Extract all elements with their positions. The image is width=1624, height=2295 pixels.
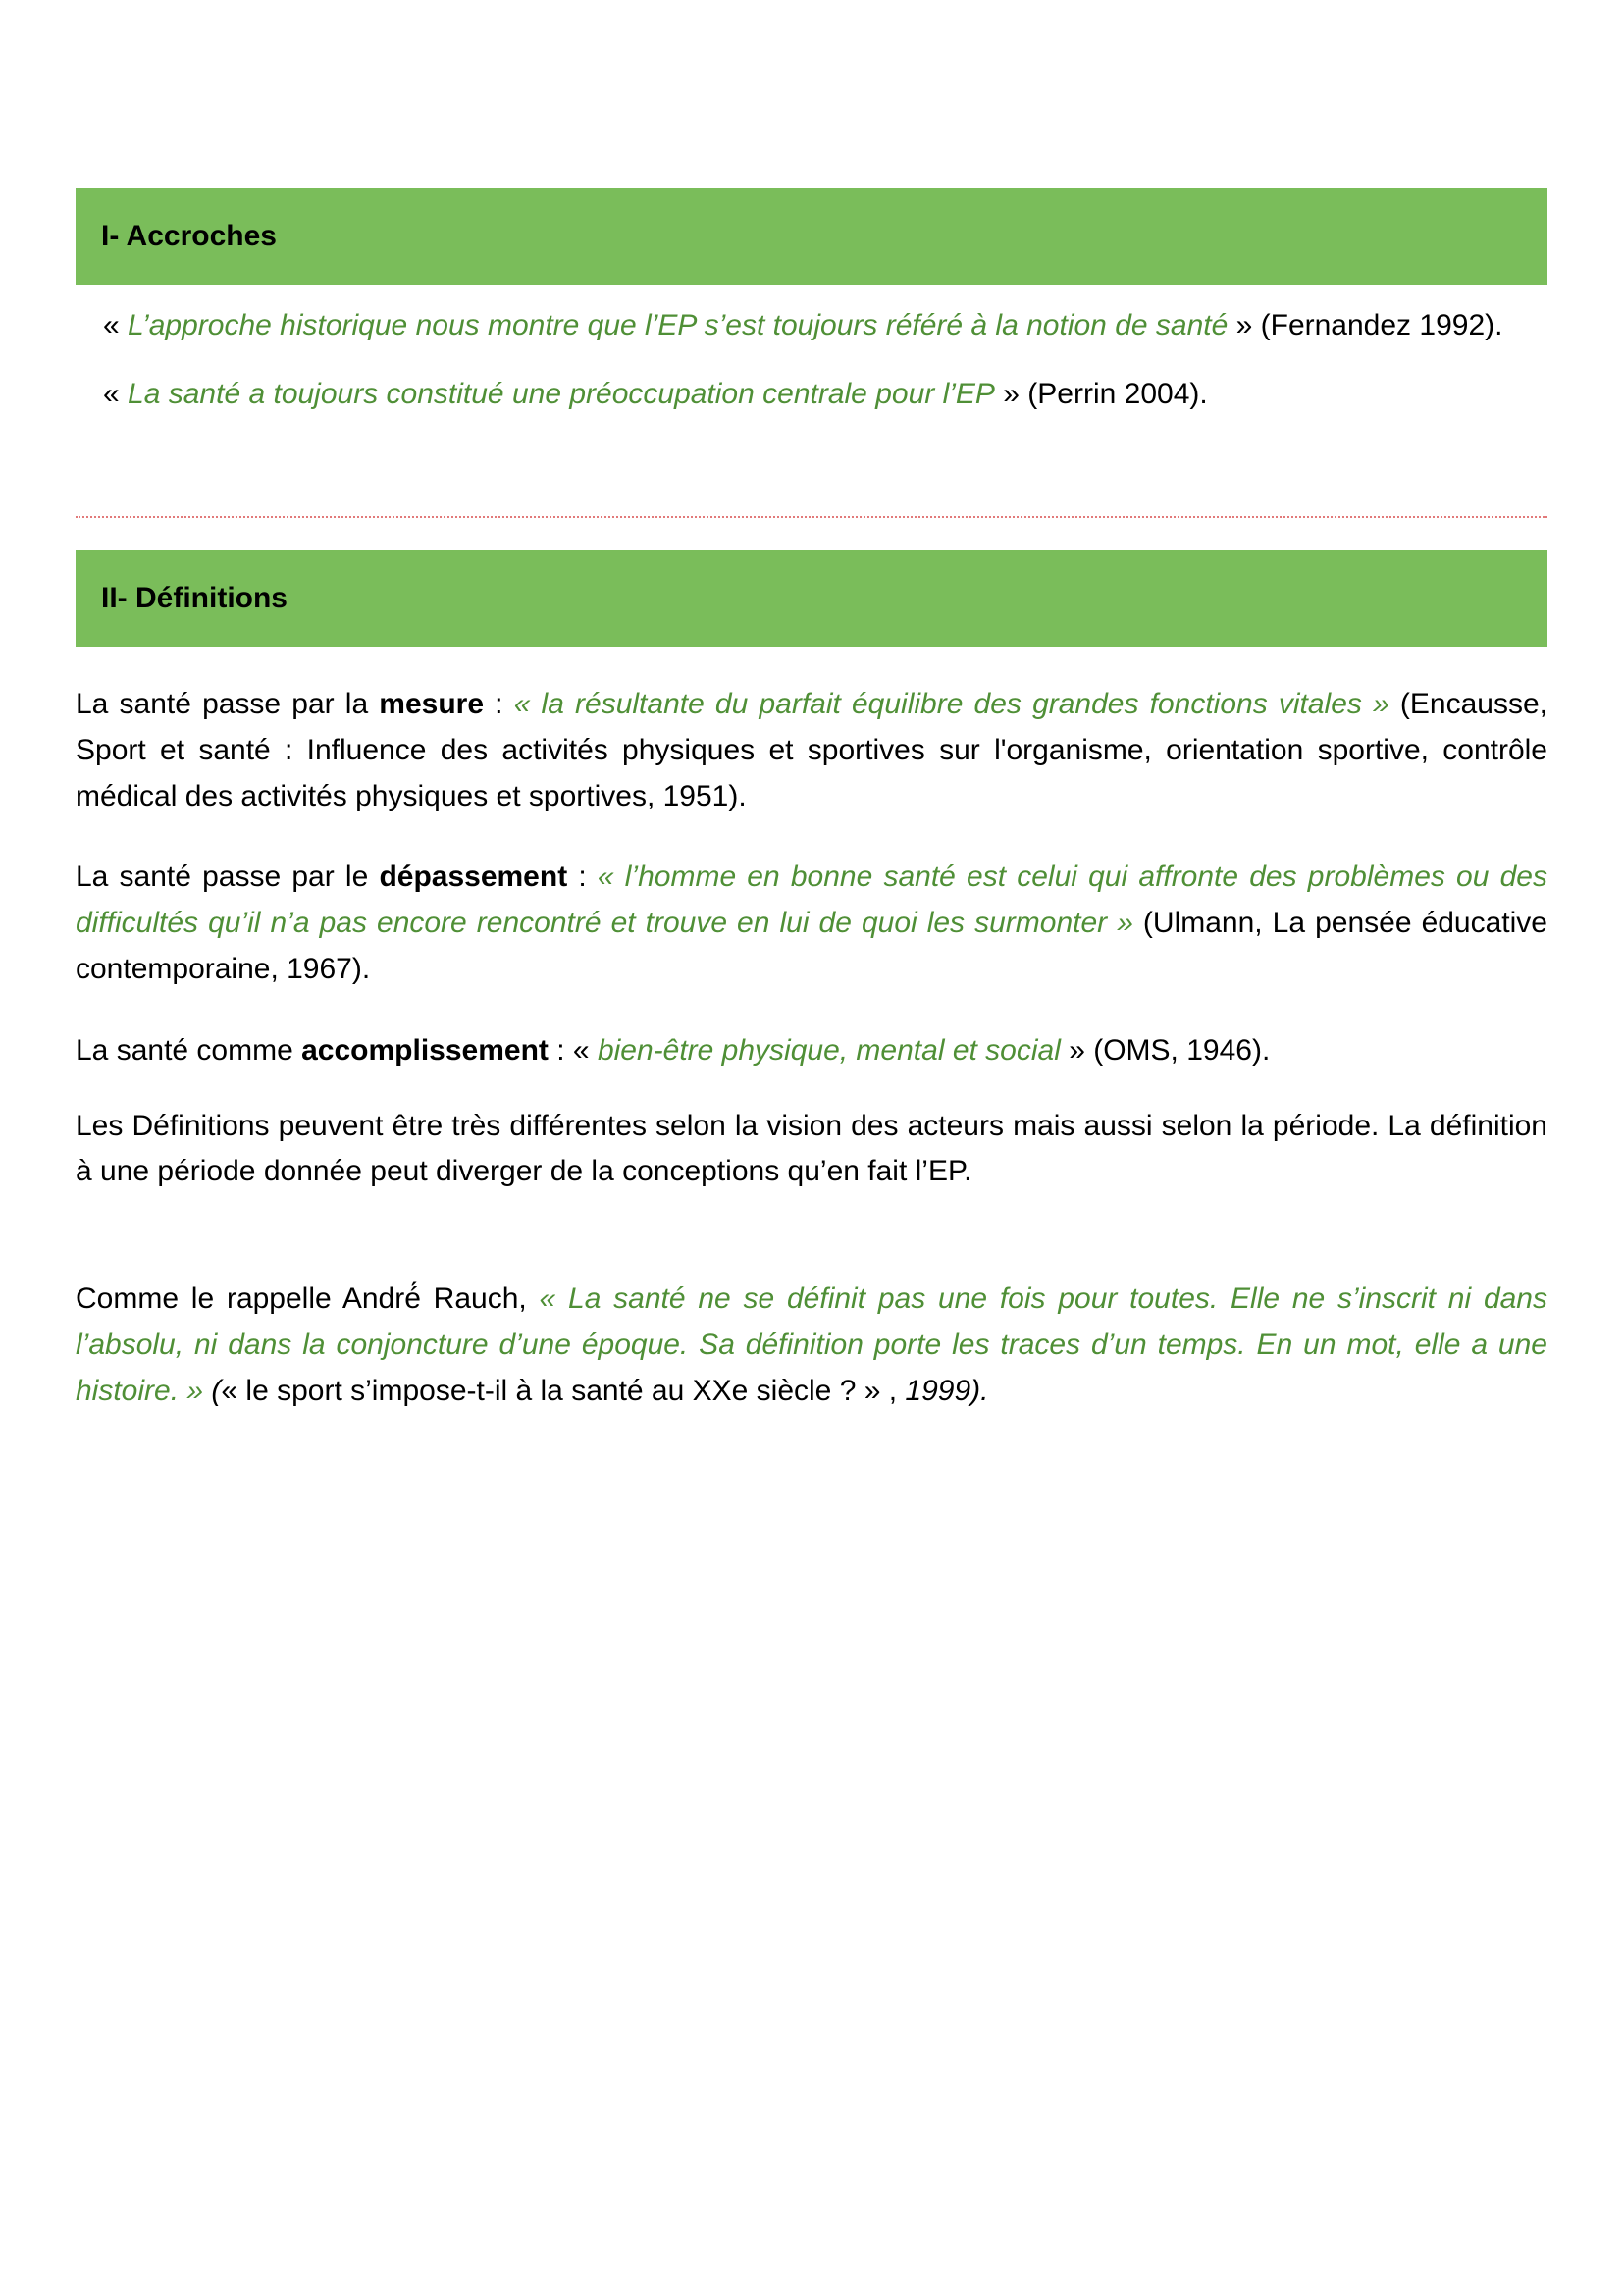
definitions-remark: Les Définitions peuvent être très différentes selon la vision des acteurs mais aussi selon la période. La définition à une période donnée peut diverger de la conceptions qu’en fait l’EP. — [76, 1110, 1547, 1187]
accroche-perrin — [103, 375, 1208, 414]
paragraph-text: : — [567, 861, 598, 893]
rauch-source-title: « le sport s’impose-t-il à la santé au XXe siècle ? » , — [221, 1375, 906, 1407]
rauch-quote-paragraph — [76, 1276, 1547, 1414]
definition-citation: » (OMS, 1946). — [1060, 1034, 1271, 1067]
definition-depassement — [76, 854, 1547, 992]
definition-citation: (Ulmann, La pensée éducative contemporaine, 1967). — [76, 907, 1547, 985]
accroche-quote-text: La santé a toujours constitué une préoccupation centrale pour l’EP — [128, 378, 995, 410]
section-header-definitions — [76, 550, 1547, 647]
keyword-depassement: dépassement — [379, 861, 568, 893]
definition-quote: « l’homme en bonne santé est celui qui affronte des problèmes ou des difficultés qu’il n’a pas encore rencontré et trouve en lui de quoi les surmonter » — [76, 861, 1547, 939]
paragraph-text: : « — [548, 1034, 598, 1067]
paragraph-text: La santé passe par le — [76, 861, 380, 893]
definition-citation: (Encausse, Sport et santé : Influence des activités physiques et sportives sur l'organisme, orientation sportive, contrôle médical des activités physiques et sportives, 1951). — [76, 688, 1547, 812]
keyword-accomplissement: accomplissement — [301, 1034, 549, 1067]
accroche-citation: » (Perrin 2004). — [994, 378, 1208, 410]
paragraph-text: Comme le rappelle André́ Rauch, — [76, 1282, 540, 1315]
quote-open-mark: « — [103, 378, 129, 410]
section-header-accroches — [76, 188, 1547, 285]
definition-quote: « la résultante du parfait équilibre des grandes fonctions vitales » — [513, 688, 1389, 720]
quote-open-mark: « — [103, 309, 129, 341]
section-title-accroches: I- Accroches — [101, 220, 277, 252]
section-divider — [76, 516, 1547, 518]
accroche-quote-text: L’approche historique nous montre que l’EP s’est toujours référé à la notion de santé — [128, 309, 1229, 341]
keyword-mesure: mesure — [379, 688, 485, 720]
rauch-source-year: 1999). — [905, 1375, 989, 1407]
paragraph-text: La santé passe par la — [76, 688, 380, 720]
section-title-definitions: II- Définitions — [101, 582, 288, 614]
paragraph-text: : — [484, 688, 514, 720]
paren-open: ( — [203, 1375, 222, 1407]
definition-mesure — [76, 681, 1547, 819]
definition-quote: bien-être physique, mental et social — [597, 1034, 1061, 1067]
accroche-citation: » (Fernandez 1992). — [1228, 309, 1503, 341]
paragraph-text: La santé comme — [76, 1034, 302, 1067]
rauch-quote: « La santé ne se définit pas une fois pour toutes. Elle ne s’inscrit ni dans l’absolu, ni dans la conjoncture d’une époque. Sa définition porte les traces d’un temps. En un mot, elle a une histoire. » — [76, 1282, 1547, 1407]
definition-accomplissement — [76, 1027, 1547, 1073]
accroche-fernandez — [103, 306, 1502, 345]
